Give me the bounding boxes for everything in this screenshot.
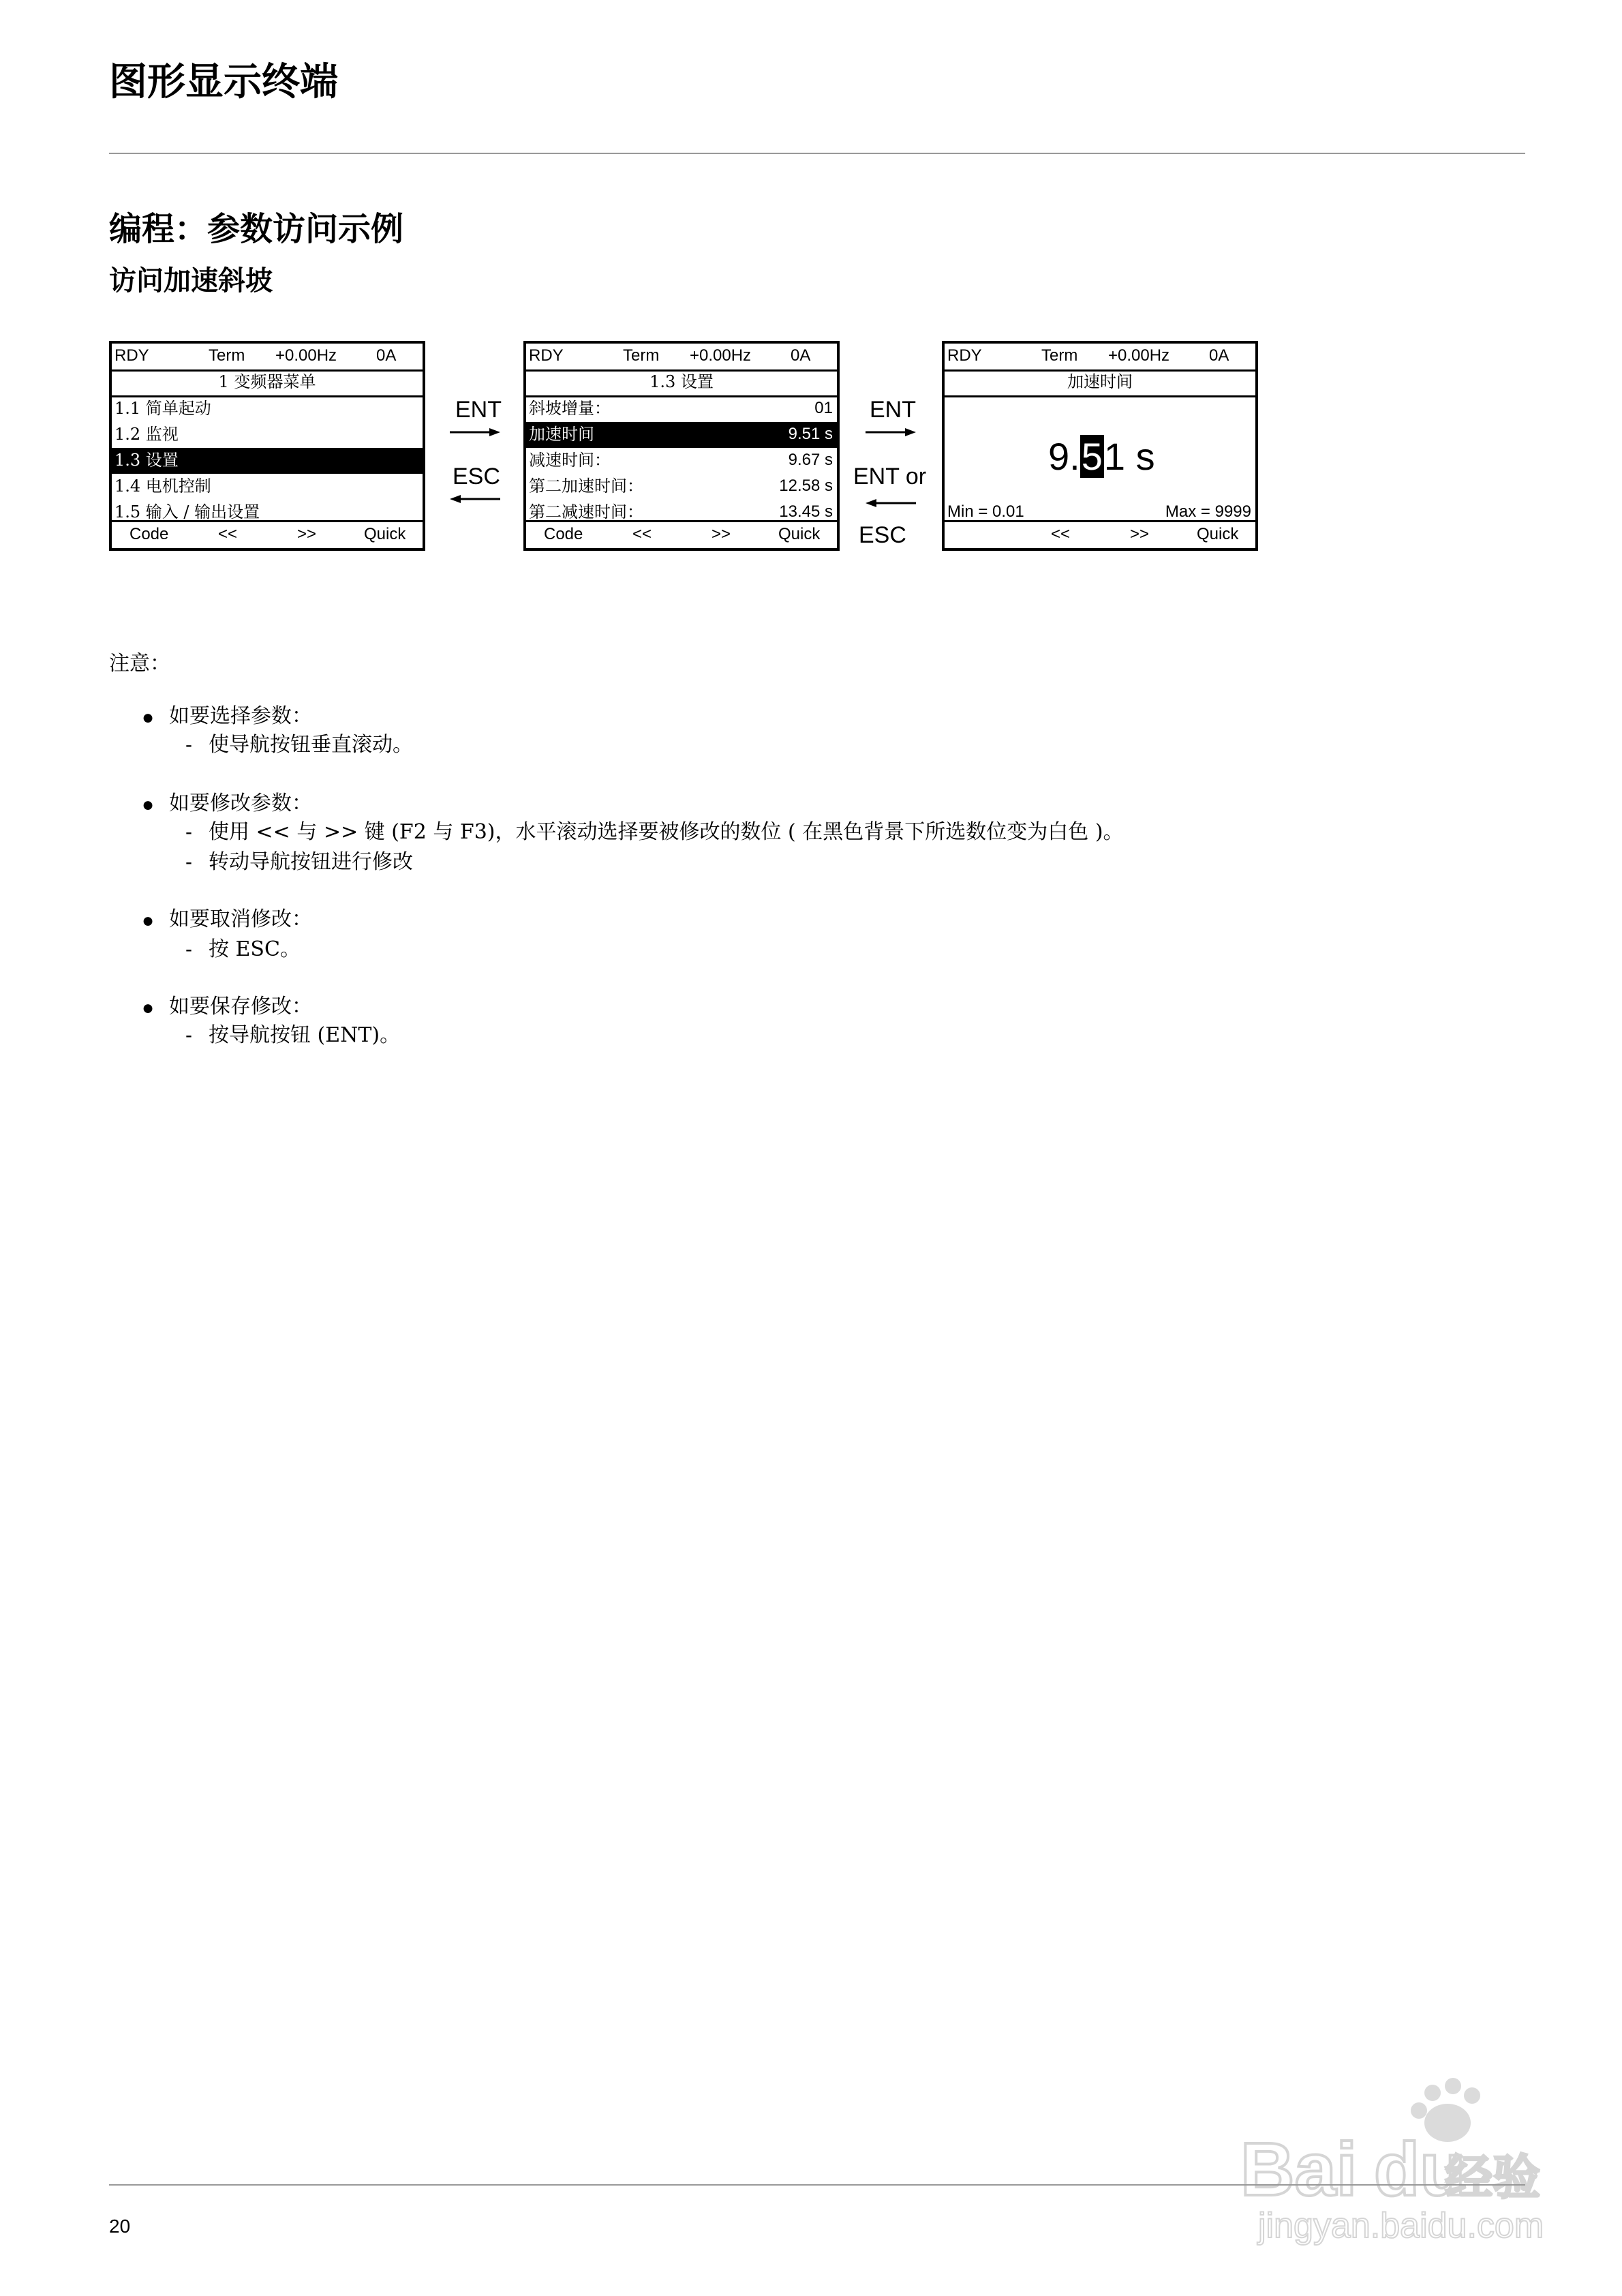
sub-title: 访问加速斜坡 bbox=[109, 265, 273, 297]
f1-key-label[interactable]: Code bbox=[544, 525, 583, 543]
status-term: Term bbox=[1041, 346, 1078, 365]
max-value: Max = 9999 bbox=[1165, 502, 1251, 521]
ent-label: ENT bbox=[455, 397, 502, 423]
value-cursor-digit[interactable]: 5 bbox=[1081, 435, 1103, 478]
min-value: Min = 0.01 bbox=[947, 502, 1024, 521]
top-divider bbox=[109, 153, 1525, 154]
bottom-divider bbox=[109, 2184, 1525, 2186]
function-key-bar bbox=[945, 520, 1255, 548]
page-number: 20 bbox=[109, 2216, 131, 2237]
parameter-label: 第二减速时间： bbox=[529, 502, 643, 522]
parameter-label: 减速时间： bbox=[529, 451, 611, 470]
f1-key-label[interactable]: Code bbox=[129, 525, 169, 543]
menu-item[interactable]: 1.4 电机控制 bbox=[114, 477, 211, 496]
parameter-value: 12.58 s bbox=[779, 477, 833, 495]
svg-text:du: du bbox=[1374, 2128, 1466, 2211]
menu-item[interactable]: 1.2 监视 bbox=[114, 425, 179, 444]
value-digits: 1 s bbox=[1103, 435, 1155, 478]
parameter-value: 9.51 s bbox=[788, 425, 833, 443]
terminal-screen-settings bbox=[523, 341, 840, 551]
right-arrow-icon bbox=[866, 427, 916, 438]
status-term: Term bbox=[209, 346, 245, 365]
status-rdy: RDY bbox=[947, 346, 982, 365]
f2-key-label[interactable]: << bbox=[1051, 525, 1071, 543]
status-rdy: RDY bbox=[114, 346, 149, 365]
status-current: 0A bbox=[791, 346, 811, 365]
parameter-label: 加速时间 bbox=[529, 425, 594, 444]
menu-item[interactable]: 1.1 简单起动 bbox=[114, 399, 211, 418]
function-key-bar bbox=[526, 520, 837, 548]
screen-title: 1.3 设置 bbox=[526, 369, 837, 397]
parameter-row[interactable] bbox=[526, 474, 837, 500]
esc-label: ESC bbox=[859, 522, 906, 548]
esc-label: ESC bbox=[453, 464, 500, 489]
svg-text:jingyan.baidu.com: jingyan.baidu.com bbox=[1258, 2206, 1544, 2246]
status-frequency: +0.00Hz bbox=[275, 346, 337, 365]
screen-title: 加速时间 bbox=[945, 369, 1255, 397]
bullet-icon: ● bbox=[142, 997, 155, 1019]
f4-key-label[interactable]: Quick bbox=[778, 525, 821, 543]
parameter-row[interactable] bbox=[526, 396, 837, 422]
status-rdy: RDY bbox=[529, 346, 564, 365]
f3-key-label[interactable]: >> bbox=[711, 525, 731, 543]
f2-key-label[interactable]: << bbox=[632, 525, 652, 543]
svg-text:经验: 经验 bbox=[1445, 2149, 1540, 2205]
parameter-value: 13.45 s bbox=[779, 502, 833, 521]
page-title: 图形显示终端 bbox=[109, 59, 338, 104]
f2-key-label[interactable]: << bbox=[218, 525, 238, 543]
status-bar bbox=[945, 344, 1255, 372]
parameter-value: 01 bbox=[814, 399, 833, 417]
parameter-label: 斜坡增量： bbox=[529, 399, 611, 418]
f3-key-label[interactable]: >> bbox=[297, 525, 317, 543]
bullet-icon: ● bbox=[142, 909, 155, 932]
left-arrow-icon bbox=[866, 498, 916, 509]
status-frequency: +0.00Hz bbox=[690, 346, 752, 365]
status-bar bbox=[112, 344, 423, 372]
screen-title: 1 变频器菜单 bbox=[112, 369, 423, 397]
value-digits: 9. bbox=[1048, 435, 1080, 478]
parameter-value: 9.67 s bbox=[788, 451, 833, 469]
parameter-row-selected[interactable] bbox=[526, 422, 837, 448]
status-bar bbox=[526, 344, 837, 372]
ent-label: ENT bbox=[870, 397, 916, 423]
parameter-row[interactable] bbox=[526, 448, 837, 474]
f4-key-label[interactable]: Quick bbox=[364, 525, 406, 543]
menu-item-selected[interactable]: 1.3 设置 bbox=[112, 448, 423, 474]
function-key-bar bbox=[112, 520, 423, 548]
left-arrow-icon bbox=[450, 494, 500, 504]
status-term: Term bbox=[623, 346, 660, 365]
svg-text:Bai: Bai bbox=[1240, 2128, 1358, 2211]
section-title: 编程：参数访问示例 bbox=[109, 210, 404, 248]
ent-or-label: ENT or bbox=[853, 464, 927, 489]
editable-value[interactable] bbox=[1048, 435, 1155, 478]
menu-item[interactable]: 1.5 输入 / 输出设置 bbox=[114, 502, 260, 522]
bullet-icon: ● bbox=[142, 794, 155, 816]
right-arrow-icon bbox=[450, 427, 500, 438]
notes-heading: 注意： bbox=[109, 652, 170, 676]
status-current: 0A bbox=[1209, 346, 1229, 365]
bullet-icon: ● bbox=[142, 706, 155, 729]
status-frequency: +0.00Hz bbox=[1108, 346, 1170, 365]
baidu-watermark-logo bbox=[1240, 2066, 1544, 2246]
terminal-screen-edit-value bbox=[942, 341, 1258, 551]
parameter-label: 第二加速时间： bbox=[529, 477, 643, 496]
f4-key-label[interactable]: Quick bbox=[1197, 525, 1239, 543]
status-current: 0A bbox=[376, 346, 397, 365]
f3-key-label[interactable]: >> bbox=[1130, 525, 1150, 543]
terminal-screen-main-menu bbox=[109, 341, 425, 551]
